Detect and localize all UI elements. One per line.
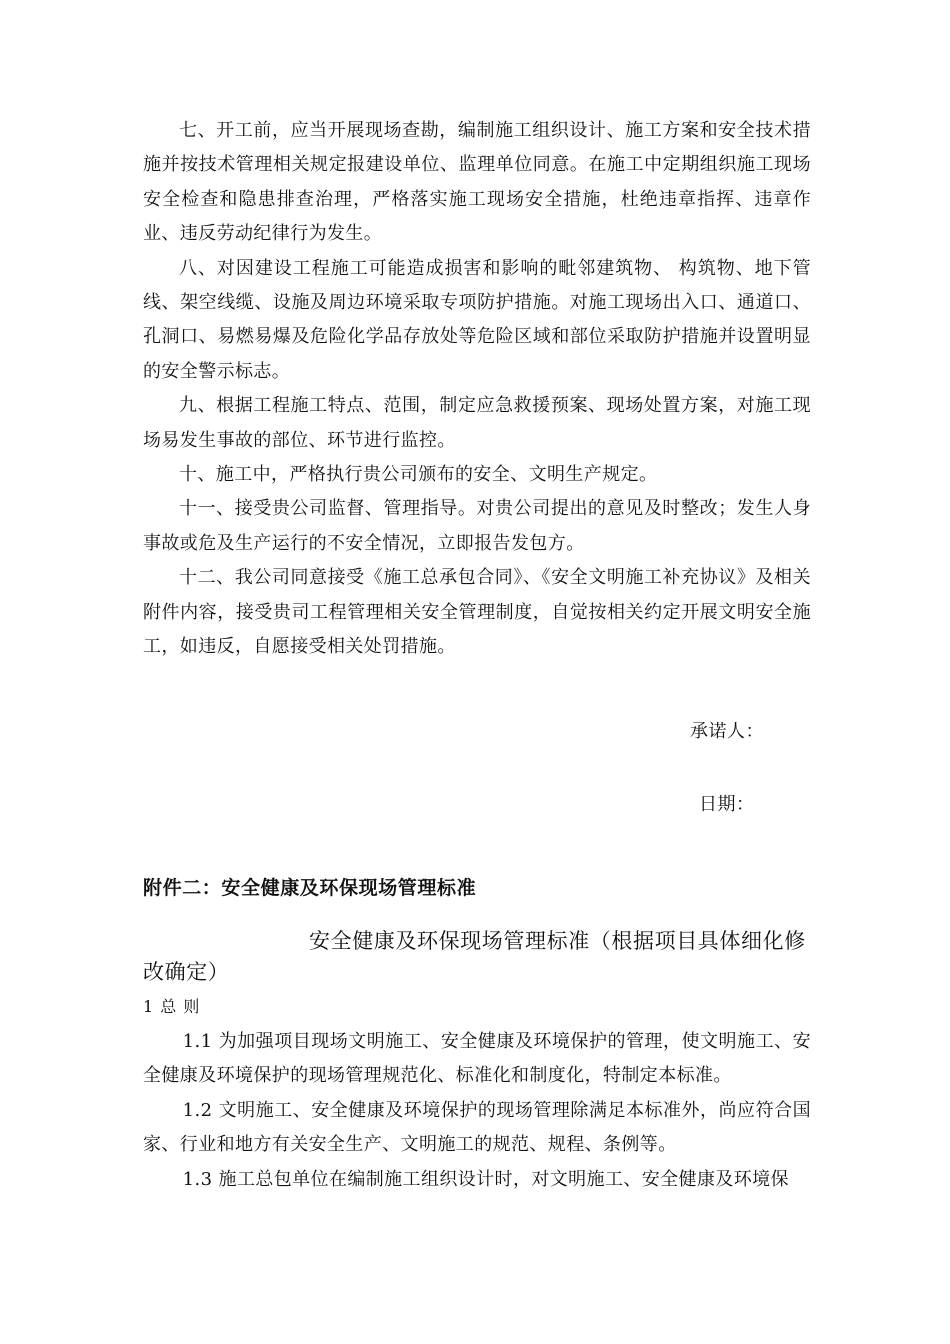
paragraph-7: 七、开工前，应当开展现场查勘，编制施工组织设计、施工方案和安全技术措施并按技术管理相关规定报建设单位、监理单位同意。在施工中定期组织施工现场安全检查和隐患排查治理，严格落实施工现场安全措施，杜绝违章指挥、违章作业、违反劳动纪律行为发生。 — [143, 120, 811, 245]
clause-1-2: 1.2 文明施工、安全健康及环境保护的现场管理除满足本标准外，尚应符合国家、行业和地方有关安全生产、文明施工的规范、规程、条例等。 — [143, 1099, 811, 1156]
paragraph-11: 十一、接受贵公司监督、管理指导。对贵公司提出的意见及时整改；发生人身事故或危及生产运行的不安全情况，立即报告发包方。 — [143, 498, 811, 554]
clause-1-3: 1.3 施工总包单位在编制施工组织设计时，对文明施工、安全健康及环境保 — [182, 1168, 789, 1190]
date-label: 日期： — [699, 794, 755, 815]
promisor-label: 承诺人： — [690, 721, 764, 742]
paragraph-9: 九、根据工程施工特点、范围，制定应急救援预案、现场处置方案，对施工现场易发生事故的部位、环节进行监控。 — [143, 395, 811, 451]
paragraph-12: 十二、我公司同意接受《施工总承包合同》、《安全文明施工补充协议》及相关附件内容，接受贵司工程管理相关安全管理制度，自觉按相关约定开展文明安全施工，如违反，自愿接受相关处罚措施。 — [143, 567, 811, 658]
paragraph-8: 八、对因建设工程施工可能造成损害和影响的毗邻建筑物、 构筑物、地下管线、架空线缆、设施及周边环境采取专项防护措施。对施工现场出入口、通道口、孔洞口、易燃易爆及危险化学品存放处等危险区域和部位采取防护措施并设置明显的安全警示标志。 — [143, 257, 811, 382]
standard-title-text: 安全健康及环保现场管理标准（根据项目具体细化修改确定） — [143, 929, 806, 984]
commitment-body — [143, 114, 811, 665]
section-heading: 1 总 则 — [143, 997, 201, 1016]
clause-1-1: 1.1 为加强项目现场文明施工、安全健康及环境保护的管理，使文明施工、安全健康及环境保护的现场管理规范化、标准化和制度化，特制定本标准。 — [143, 1031, 811, 1087]
paragraph-10: 十、施工中，严格执行贵公司颁布的安全、文明生产规定。 — [179, 464, 658, 486]
standard-body — [143, 1025, 811, 1197]
attachment-heading: 附件二：安全健康及环保现场管理标准 — [143, 877, 477, 899]
standard-title — [143, 926, 811, 988]
